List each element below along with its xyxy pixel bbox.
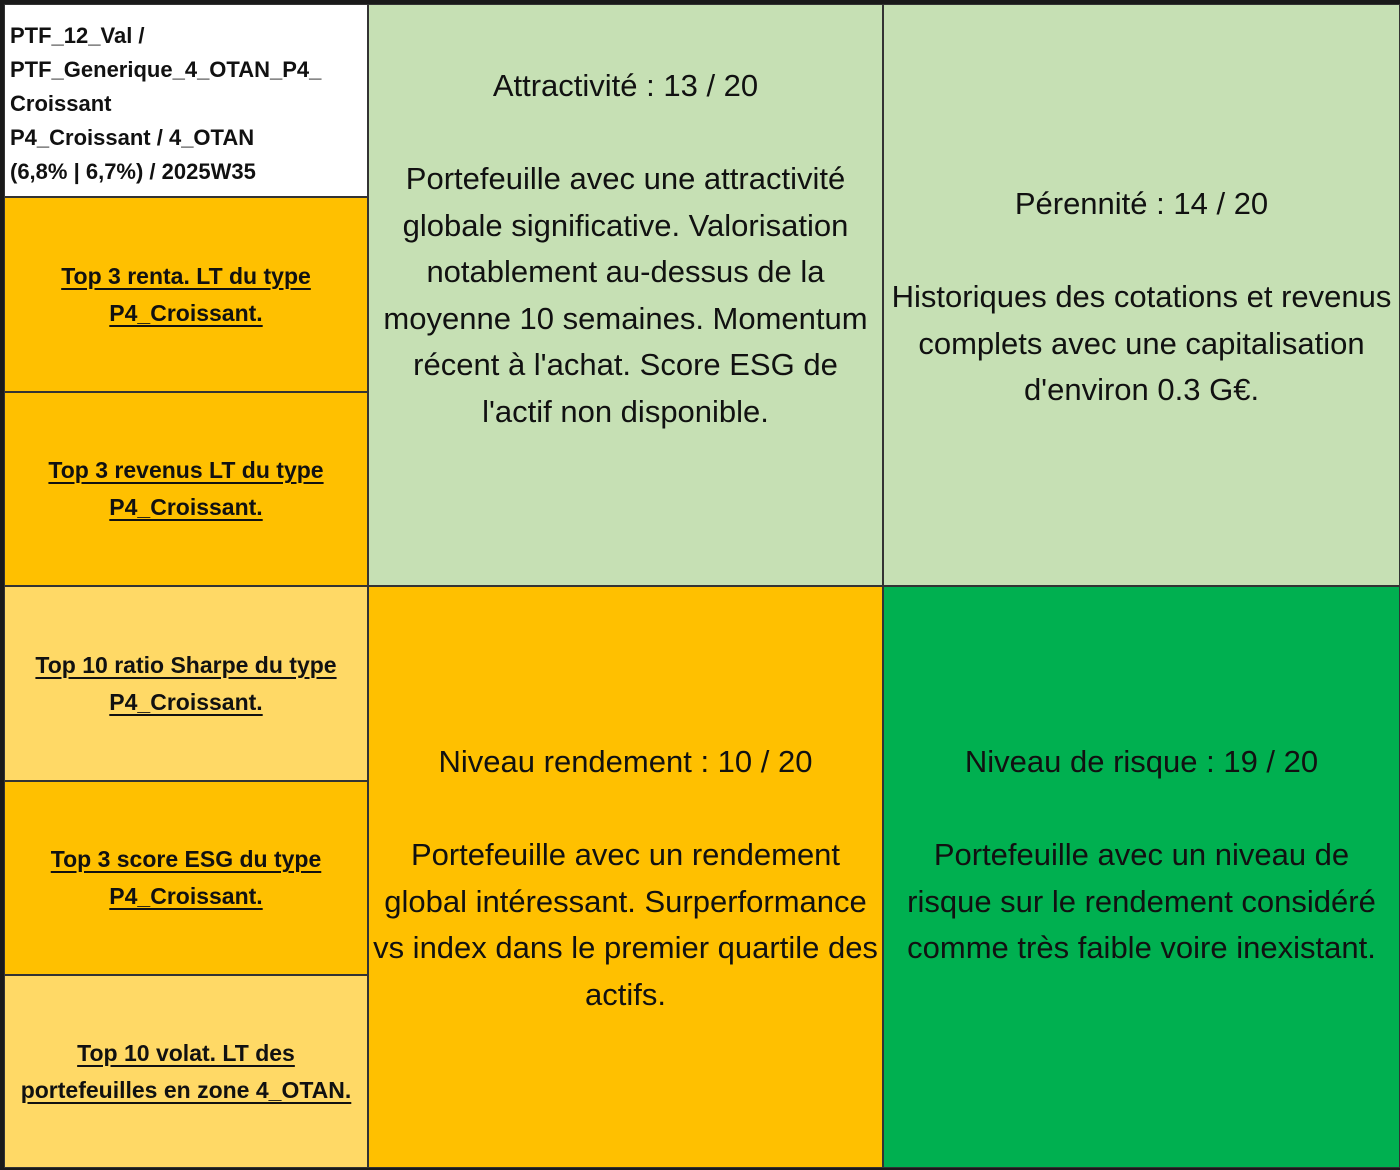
attractivite-text: Portefeuille avec une attractivité globale significative. Valorisation notablement au-dessus de la moyenne 10 semaines. Momentum récent à l'achat. Score ESG de l'actif non disponible.: [383, 161, 868, 429]
attractivite-title: Attractivité : 13 / 20: [492, 68, 759, 103]
side-cell-top-esg: [4, 781, 368, 975]
portfolio-header: [4, 4, 368, 197]
perennite-title: Pérennité : 14 / 20: [1014, 186, 1269, 221]
link-top-renta[interactable]: Top 3 renta. LT du type P4_Croissant.: [61, 262, 311, 326]
header-line: PTF_Generique_4_OTAN_P4_: [10, 57, 322, 82]
header-line: P4_Croissant / 4_OTAN: [10, 125, 255, 150]
header-line: Croissant: [10, 91, 112, 116]
side-cell-top-revenus: [4, 392, 368, 586]
link-top-volat[interactable]: Top 10 volat. LT des portefeuilles en zone 4_OTAN.: [20, 1039, 352, 1103]
panel-attractivite: [368, 4, 883, 586]
side-cell-top-volat: [4, 975, 368, 1168]
rendement-text: Portefeuille avec un rendement global intéressant. Surperformance vs index dans le premier quartile des actifs.: [373, 837, 878, 1012]
link-top-revenus[interactable]: Top 3 revenus LT du type P4_Croissant.: [48, 457, 324, 520]
risque-text: Portefeuille avec un niveau de risque sur le rendement considéré comme très faible voire inexistant.: [907, 837, 1376, 965]
panel-rendement: [368, 586, 883, 1168]
panel-risque: [883, 586, 1400, 1168]
header-line: (6,8% | 6,7%) / 2025W35: [10, 159, 256, 184]
side-cell-top-renta: [4, 197, 368, 392]
risque-title: Niveau de risque : 19 / 20: [964, 744, 1319, 779]
link-top-esg[interactable]: Top 3 score ESG du type P4_Croissant.: [50, 846, 322, 909]
side-cell-top-sharpe: [4, 586, 368, 781]
header-line: PTF_12_Val /: [10, 23, 145, 48]
rendement-title: Niveau rendement : 10 / 20: [438, 744, 813, 779]
perennite-text: Historiques des cotations et revenus complets avec une capitalisation d'environ 0.3 G€.: [891, 279, 1392, 407]
panel-perennite: [883, 4, 1400, 586]
link-top-sharpe[interactable]: Top 10 ratio Sharpe du type P4_Croissant.: [35, 651, 337, 715]
